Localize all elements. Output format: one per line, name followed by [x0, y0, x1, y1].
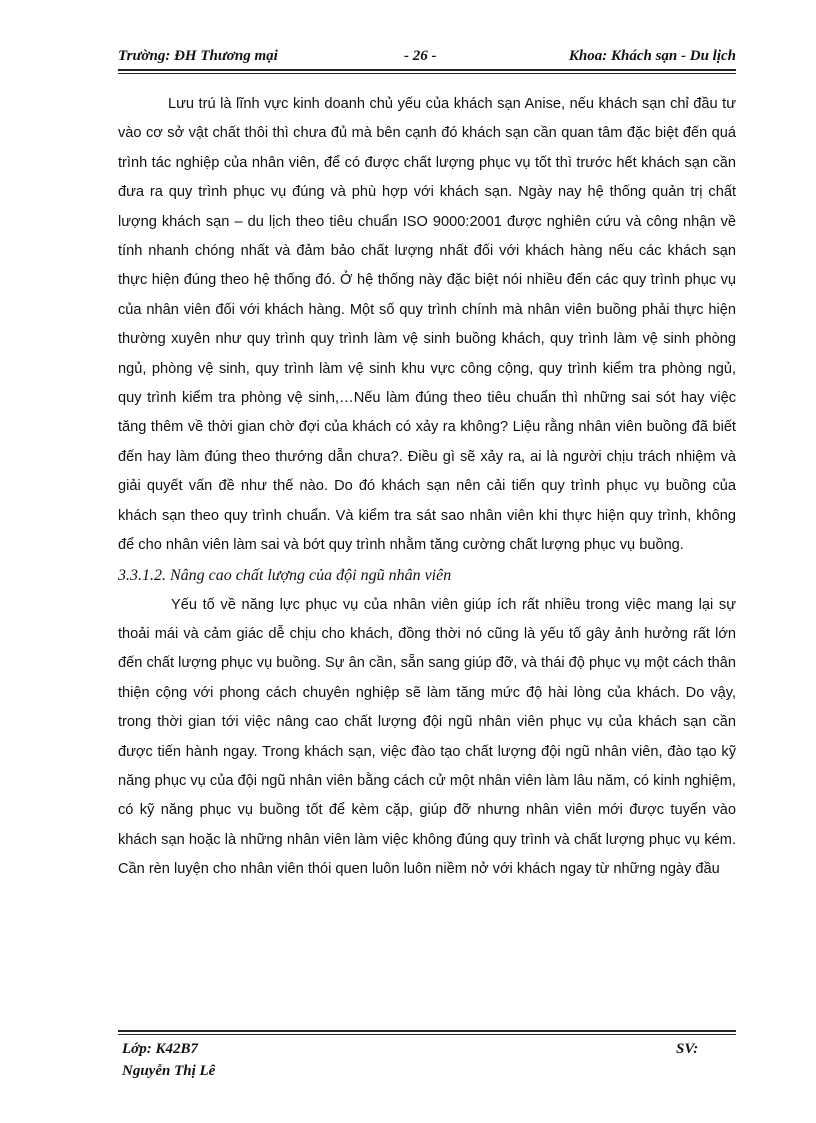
footer-rule-thin [118, 1034, 736, 1035]
header-page-number: - 26 - [404, 48, 437, 64]
page-header [118, 48, 736, 70]
section-heading: 3.3.1.2. Nâng cao chất lượng của đội ngũ nhân viên [118, 566, 452, 584]
page-body [118, 90, 736, 885]
footer-rule-thick [118, 1030, 736, 1032]
header-rule-thick [118, 69, 736, 71]
body-paragraph: Yếu tố về năng lực phục vụ của nhân viên giúp ích rất nhiều trong việc mang lại sự thoải mái và cảm giác dễ chịu cho khách, đồng thời nó cũng là yếu tố gây ảnh hưởng rất lớn đến chất lượng phục vụ buồng. Sự ân cần, sẵn sang giúp đỡ, và thái độ phục vụ một cách thân thiện cộng với phong cách chuyên nghiệp sẽ làm tăng mức độ hài lòng của khách. Do vậy, trong thời gian tới việc nâng cao chất lượng đội ngũ nhân viên phục vụ của khách sạn cần được tiến hành ngay. Trong khách sạn, việc đào tạo chất lượng đội ngũ nhân viên, đào tạo kỹ năng phục vụ của đội ngũ nhân viên bằng cách cử một nhân viên làm lâu năm, có kinh nghiệm, có kỹ năng phục vụ buồng tốt để kèm cặp, giúp đỡ nhưng nhân viên mới được tuyển vào khách sạn hoặc là những nhân viên làm việc không đúng quy trình và chất lượng phục vụ kém. Cần rèn luyện cho nhân viên thói quen luôn luôn niềm nở với khách ngay từ những ngày đầu [118, 596, 736, 878]
body-paragraph: Lưu trú là lĩnh vực kinh doanh chủ yếu của khách sạn Anise, nếu khách sạn chỉ đầu tư vào cơ sở vật chất thôi thì chưa đủ mà bên cạnh đó khách sạn cần quan tâm đặc biệt đến quá trình tác nghiệp của nhân viên, để có được chất lượng phục vụ tốt thì trước hết khách sạn cần đưa ra quy trình phục vụ đúng và phù hợp với khách sạn. Ngày nay hệ thống quản trị chất lượng khách sạn – du lịch theo tiêu chuẩn ISO 9000:2001 được nghiên cứu và công nhận về tính nhanh chóng nhất và đảm bảo chất lượng nhất đối với khách hàng nếu các khách sạn thực hiện đúng theo hệ thống đó. Ở hệ thống này đặc biệt nói nhiều đến các quy trình phục vụ của nhân viên đối với khách hàng. Một số quy trình chính mà nhân viên buồng phải thực hiện thường xuyên như quy trình quy trình làm vệ sinh buồng khách, quy trình làm vệ sinh phòng ngủ, phòng vệ sinh, quy trình làm vệ sinh khu vực công cộng, quy trình kiểm tra phòng ngủ, quy trình kiểm tra phòng vệ sinh,…Nếu làm đúng theo tiêu chuẩn thì những sai sót hay việc tăng thêm về thời gian chờ đợi của khách có xảy ra không? Liệu rằng nhân viên buồng đã biết đến hay làm đúng theo thướng dẫn chưa?. Điều gì sẽ xảy ra, ai là người chịu trách nhiệm và giải quyết vấn đề như thế nào. Do đó khách sạn nên cải tiến quy trình phục vụ buồng của khách sạn theo quy trình chuẩn. Và kiểm tra sát sao nhân viên khi thực hiện quy trình, không để cho nhân viên làm sai và bớt quy trình nhằm tăng cường chất lượng phục vụ buồng. [118, 96, 736, 554]
header-rule-thin [118, 73, 736, 74]
footer-student-name: Nguyễn Thị Lê [122, 1063, 216, 1079]
footer-student-label: SV: [676, 1041, 699, 1057]
header-faculty: Khoa: Khách sạn - Du lịch [568, 48, 736, 64]
footer-class: Lớp: K42B7 [122, 1041, 198, 1057]
header-school: Trường: ĐH Thương mại [118, 48, 278, 64]
